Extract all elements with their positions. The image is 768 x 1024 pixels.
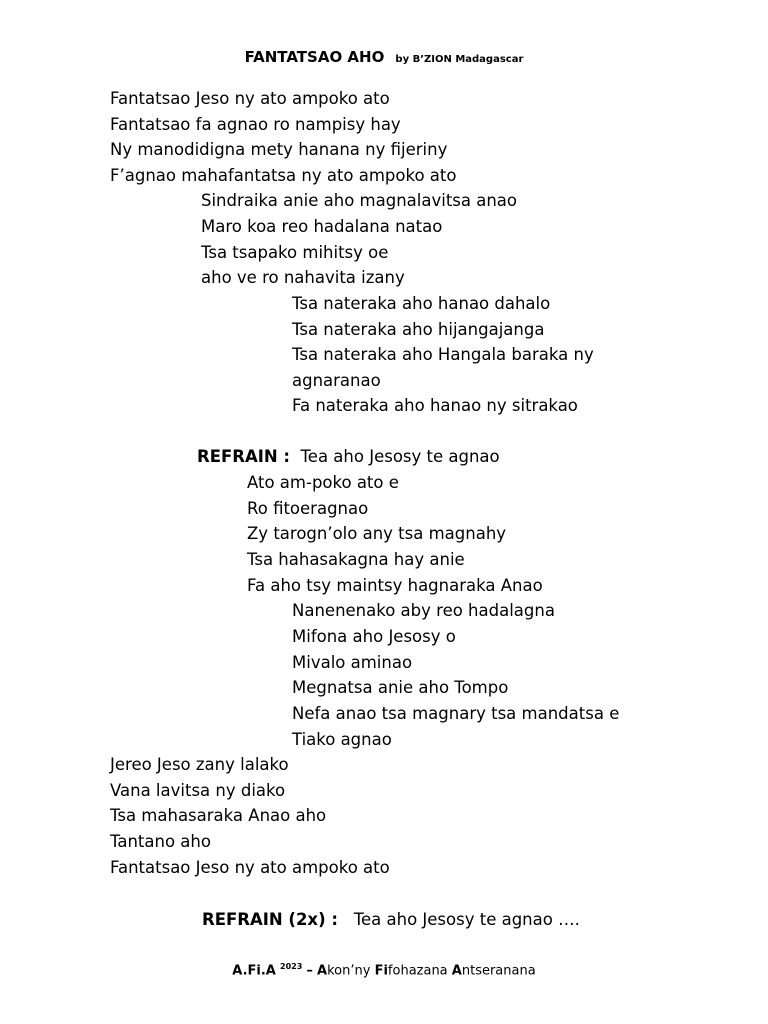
lyric-line: Fantatsao fa agnao ro nampisy hay xyxy=(110,115,401,134)
footer-year: 2023 xyxy=(280,962,303,971)
refrain-repeat xyxy=(202,910,580,930)
footer-name-b1: Fi xyxy=(374,963,388,979)
refrain-line: Nefa anao tsa magnary tsa mandatsa e xyxy=(292,704,620,723)
lyric-line: Tsa nateraka aho Hangala baraka ny xyxy=(292,345,594,364)
footer-name-b0: A xyxy=(317,963,328,979)
refrain-line: Tsa hahasakagna hay anie xyxy=(247,550,465,569)
footer-credit xyxy=(0,962,768,978)
refrain-line: Mivalo aminao xyxy=(292,653,413,672)
refrain-heading xyxy=(197,447,500,467)
lyric-line: Tsa mahasaraka Anao aho xyxy=(110,806,327,825)
footer-name-b2: A xyxy=(451,963,462,979)
lyric-line: Fantatsao Jeso ny ato ampoko ato xyxy=(110,858,390,877)
lyric-line: Tsa nateraka aho hanao dahalo xyxy=(292,294,551,313)
lyric-line: aho ve ro nahavita izany xyxy=(201,268,405,287)
lyric-line: Tantano aho xyxy=(110,832,211,851)
lyric-line: Fa nateraka aho hanao ny sitrakao xyxy=(292,396,578,415)
footer-name-r0: kon’ny xyxy=(327,963,375,979)
footer-name-r2: ntseranana xyxy=(461,963,536,979)
refrain-repeat-label: REFRAIN (2x) : xyxy=(202,910,338,929)
refrain-line: Ro fitoeragnao xyxy=(247,499,369,518)
footer-org-abbr: A.Fi.A xyxy=(232,963,276,979)
refrain-line: Megnatsa anie aho Tompo xyxy=(292,678,509,697)
footer-name-r1: fohazana xyxy=(387,963,452,979)
refrain-first-line: Tea aho Jesosy te agnao xyxy=(300,447,500,466)
refrain-line: Nanenenako aby reo hadalagna xyxy=(292,601,555,620)
lyric-line: agnaranao xyxy=(292,371,381,390)
refrain-repeat-text: Tea aho Jesosy te agnao …. xyxy=(353,910,580,929)
lyric-line: Sindraika anie aho magnalavitsa anao xyxy=(201,191,518,210)
refrain-line: Tiako agnao xyxy=(292,730,392,749)
lyric-line: Maro koa reo hadalana natao xyxy=(201,217,443,236)
lyric-line: F’agnao mahafantatsa ny ato ampoko ato xyxy=(110,166,457,185)
lyric-line: Jereo Jeso zany lalako xyxy=(110,755,289,774)
song-title xyxy=(0,47,768,66)
footer-dash: – xyxy=(306,963,313,979)
lyric-line: Ny manodidigna mety hanana ny fijeriny xyxy=(110,140,448,159)
lyric-line: Tsa nateraka aho hijangajanga xyxy=(292,320,545,339)
refrain-line: Mifona aho Jesosy o xyxy=(292,627,456,646)
refrain-line: Zy tarogn’olo any tsa magnahy xyxy=(247,524,507,543)
byline: by B’ZION Madagascar xyxy=(395,54,524,65)
refrain-line: Fa aho tsy maintsy hagnaraka Anao xyxy=(247,576,543,595)
refrain-label: REFRAIN : xyxy=(197,447,291,466)
lyric-line: Vana lavitsa ny diako xyxy=(110,781,286,800)
refrain-line: Ato am-poko ato e xyxy=(247,473,399,492)
title-text: FANTATSAO AHO xyxy=(244,48,385,66)
lyric-line: Fantatsao Jeso ny ato ampoko ato xyxy=(110,89,390,108)
lyric-line: Tsa tsapako mihitsy oe xyxy=(201,243,389,262)
